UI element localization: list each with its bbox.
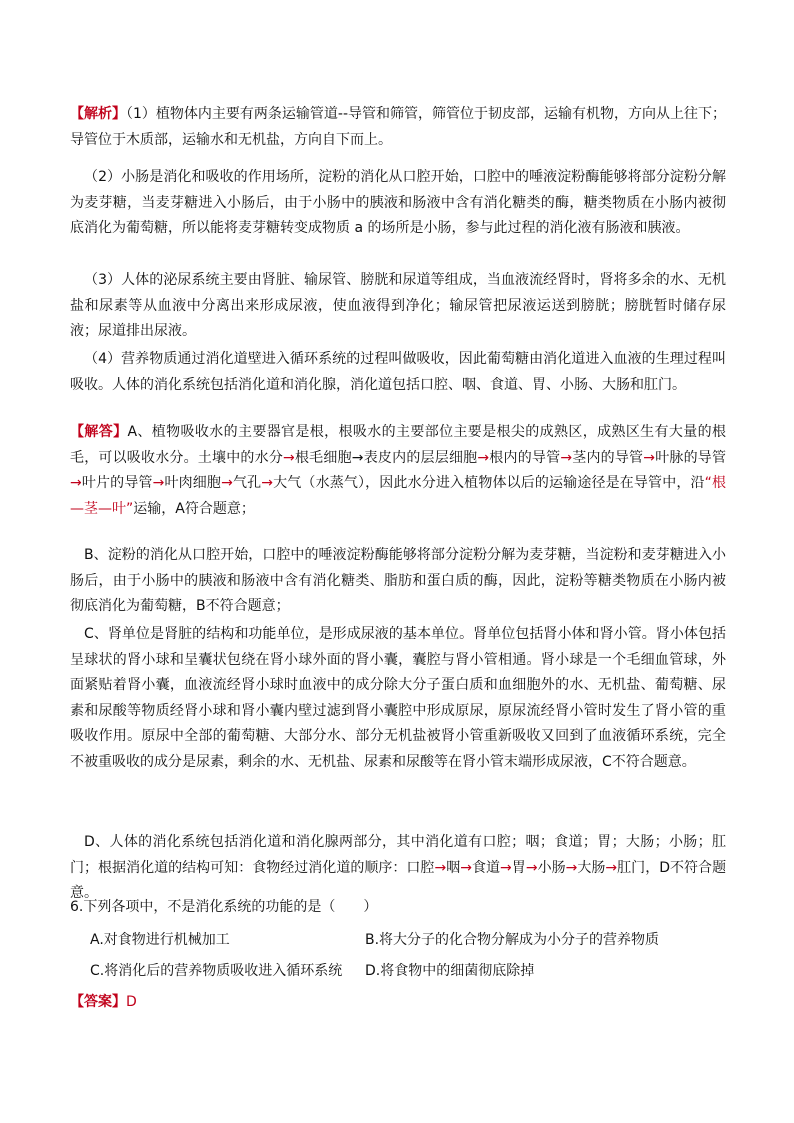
solution-a-text-3: 运输，A符合题意； [133,500,255,517]
chain-item: 大气（水蒸气） [272,475,366,491]
question-stem: 6.下列各项中，不是消化系统的功能的是（ ） [70,899,378,915]
option-c: C.将消化后的营养物质吸收进入循环系统 [90,963,343,979]
solution-paragraph-b: B、淀粉的消化从口腔开始，口腔中的唾液淀粉酶能够将部分淀粉分解为麦芽糖，当淀粉和麦芽糖进入小肠后，由于小肠中的胰液和肠液中含有消化糖类、脂肪和蛋白质的酶，因此，淀粉等糖类物质在小肠内被彻底消化为葡萄糖，B不符合题意； [70,547,726,614]
analysis-paragraph-4: （4）营养物质通过消化道壁进入循环系统的过程叫做吸收，因此葡萄糖由消化道进入血液的生理过程叫吸收。人体的消化系统包括消化道和消化腺，消化道包括口腔、咽、食道、胃、小肠、大肠和肛门。 [70,351,726,393]
arrow-icon: → [643,449,655,466]
arrow-icon: → [70,475,82,491]
solution-d-text-2: ，D不符合题意。 [70,859,727,901]
arrow-icon: → [500,859,512,876]
arrow-icon: → [460,859,472,876]
arrow-icon: → [261,475,273,491]
chain-item: 肛门 [617,859,646,876]
analysis-paragraph-1 [70,102,726,153]
answer-tag: 【答案】 [70,994,126,1010]
chain-item: 气孔 [232,475,262,491]
chain-item: 叶脉的导管 [655,449,727,466]
chain-item: 小肠 [537,859,566,876]
solution-tag: 【解答】 [70,424,128,440]
answer-value: D [126,994,137,1010]
chain-item: 食道 [471,859,501,876]
arrow-icon: → [351,449,364,466]
solution-d-text-1: D、人体的消化系统包括消化道和消化腺两部分，其中消化道有口腔；咽；食道；胃；大肠；小肠；肛门；根据消化道的结构可知：食物经过消化道的顺序：口腔 [70,834,726,876]
option-a: A.对食物进行机械加工 [90,932,230,948]
chain-item: 根毛细胞 [294,449,352,466]
arrow-icon: → [283,449,295,466]
arrow-icon: → [565,859,578,876]
answer-line [70,990,726,1016]
solution-a-text-2: ，因此水分进入植物体以后的运输途径是在导管中，沿 [365,475,705,491]
option-d: D.将食物中的细菌彻底除掉 [365,963,535,979]
solution-paragraph-c: C、肾单位是肾脏的结构和功能单位，是形成尿液的基本单位。肾单位包括肾小体和肾小管。肾小体包括呈球状的肾小球和呈囊状包绕在肾小球外面的肾小囊，囊腔与肾小管相通。肾小球是一个毛细血管球，外面紧贴着肾小囊，血液流经肾小球时血液中的成分除大分子蛋白质和血细胞外的水、无机盐、葡萄糖、尿素和尿酸等物质经肾小球和肾小囊内壁过滤到肾小囊腔中形成原尿，原尿流经肾小管时发生了肾小管的重吸收作用。原尿中全部的葡萄糖、大部分水、部分无机盐被肾小管重新吸收又回到了血液循环系统，完全不被重吸收的成分是尿素，剩余的水、无机盐、尿素和尿酸等在肾小管末端形成尿液，C不符合题意。 [70,626,726,770]
arrow-icon: → [434,859,447,876]
solution-paragraph-a [70,420,726,522]
chain-item: 大肠 [577,859,606,876]
chain-item: 叶肉细胞 [164,475,222,491]
arrow-icon: → [152,475,165,491]
chain-item: 表皮内的层层细胞 [363,449,478,466]
chain-item: 根内的导管 [489,449,561,466]
analysis-paragraph-2: （2）小肠是消化和吸收的作用场所，淀粉的消化从口腔开始，口腔中的唾液淀粉酶能够将部分淀粉分解为麦芽糖，当麦芽糖进入小肠后，由于小肠中的胰液和肠液中含有消化糖类的酶，糖类物质在小肠内被彻底消化为葡萄糖，所以能将麦芽糖转变成物质 a 的场所是小肠，参与此过程的消化液有肠液和胰液。 [70,169,726,236]
analysis-tag: 【解析】 [70,106,126,122]
arrow-icon: → [605,859,618,876]
solution-a-text-1: A、植物吸收水的主要器官是根，根吸水的主要部位主要是根尖的成熟区，成熟区生有大量的根毛，可以吸收水分。土壤中的水分 [70,424,727,466]
chain-item: 茎内的导管 [572,449,644,466]
chain-item: 胃 [511,859,526,876]
arrow-icon: → [477,449,490,466]
chain-item: 叶片的导管 [81,475,153,491]
arrow-icon: → [525,859,538,876]
arrow-icon: → [221,475,233,491]
arrow-icon: → [560,449,573,466]
analysis-paragraph-3: （3）人体的泌尿系统主要由肾脏、输尿管、膀胱和尿道等组成，当血液流经肾时，肾将多余的水、无机盐和尿素等从血液中分离出来形成尿液，使血液得到净化；输尿管把尿液运送到膀胱；膀胱暂时储存尿液；尿道排出尿液。 [70,272,726,339]
chain-item: 咽 [446,859,461,876]
solution-a-quote: “根—茎—叶” [70,475,727,517]
analysis-text-1: （1）植物体内主要有两条运输管道--导管和筛管，筛管位于韧皮部，运输有机物，方向从上往下；导管位于木质部，运输水和无机盐，方向自下而上。 [70,106,727,148]
option-b: B.将大分子的化合物分解成为小分子的营养物质 [365,932,660,948]
